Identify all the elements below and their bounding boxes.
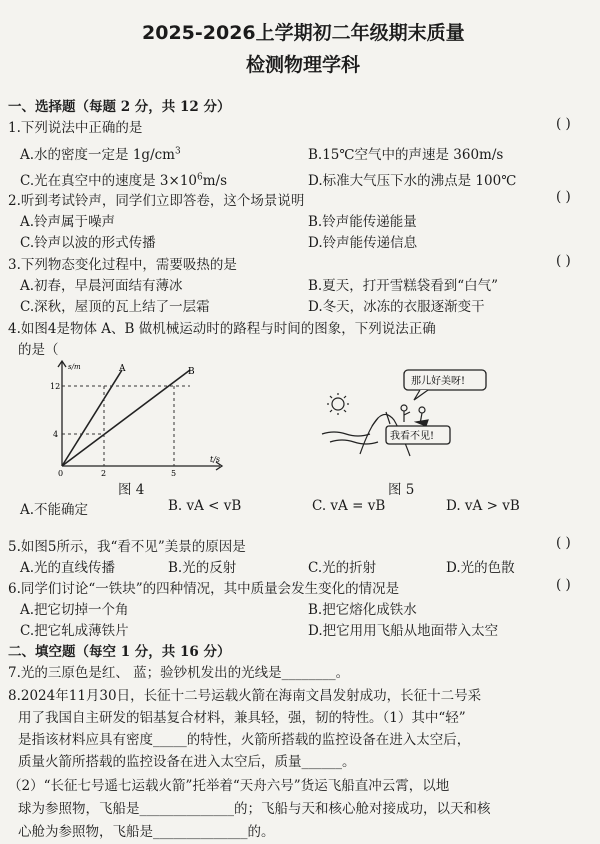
label-a: A: [119, 364, 126, 374]
question-7: 7.光的三原色是红、 蓝；验钞机发出的光线是________。: [8, 665, 350, 681]
water-wave: [330, 440, 378, 444]
line-a: [62, 370, 122, 466]
label-b: B: [188, 367, 195, 377]
question-5-option-d: D.光的色散: [446, 560, 515, 576]
question-6-option-b: B.把它熔化成铁水: [308, 602, 417, 618]
person-icon: [401, 405, 410, 422]
question-6-option-d: D.把它用用飞船从地面带入太空: [308, 623, 499, 639]
question-8-line-2: 用了我国自主研发的铝基复合材料，兼具轻，强，韧的特性。（1）其中“轻”: [18, 710, 466, 726]
question-3-stem: 3.下列物态变化过程中，需要吸热的是: [8, 257, 237, 273]
question-8-line-1: 8.2024年11月30日，长征十二号运载火箭在海南文昌发射成功，长征十二号采: [8, 688, 482, 704]
question-1: [8, 116, 598, 136]
question-4-stem-cont: 的是（: [18, 342, 59, 358]
question-4-option-b: B. vA < vB: [168, 498, 242, 514]
question-8-line-5: （2）“长征七号遥七运载火箭”托举着“天舟六号”货运飞船直冲云霄，以地: [8, 778, 450, 794]
question-3-option-b: B.夏天，打开雪糕袋看到“白气”: [308, 278, 499, 294]
question-2-option-a: A.铃声属于噪声: [20, 214, 116, 230]
tick-x-5: 5: [171, 469, 177, 476]
question-4-option-a: A.不能确定: [20, 502, 89, 518]
section2-heading: 二、填空题（每空 1 分，共 16 分）: [8, 644, 231, 660]
question-3-option-c: C.深秋，屋顶的瓦上结了一层霜: [20, 299, 210, 315]
question-5-option-a: A.光的直线传播: [20, 560, 116, 576]
figure-4-graph: [50, 358, 230, 476]
figure-5-illustration: [320, 364, 520, 464]
question-4-stem: 4.如图4是物体 A、B 做机械运动时的路程与时间的图象，下列说法正确: [8, 321, 436, 337]
question-1-option-b: B.15℃空气中的声速是 360m/s: [308, 147, 504, 163]
page-title: 2025-2026上学期初二年级期末质量: [142, 22, 465, 44]
question-2-option-b: B.铃声能传递能量: [308, 214, 417, 230]
question-2-option-d: D.铃声能传递信息: [308, 235, 418, 251]
question-2-option-c: C.铃声以波的形式传播: [20, 235, 156, 251]
question-1-option-d: D.标准大气压下水的沸点是 100℃: [308, 173, 517, 189]
answer-paren: ( ): [556, 116, 571, 132]
tick-y-12: 12: [50, 382, 61, 391]
tick-y-4: 4: [53, 430, 59, 439]
question-6-option-c: C.把它轧成薄铁片: [20, 623, 129, 639]
question-2: [8, 189, 598, 209]
question-1-stem: 1.下列说法中正确的是: [8, 120, 143, 136]
question-8-line-6: 球为参照物，飞船是______________的；飞船与天和核心舱对接成功，以天和核: [18, 801, 491, 817]
question-8-line-7: 心舱为参照物，飞船是______________的。: [18, 824, 275, 840]
question-1-option-a: A.水的密度一定是 $1g/cm^3$: [20, 146, 181, 163]
question-3: [8, 253, 598, 273]
question-4-option-c: C. vA = vB: [312, 498, 386, 514]
bubble-top-text: 那儿好美呀!: [411, 376, 466, 387]
tick-x-2: 2: [101, 469, 107, 476]
figure-5-caption: 图 5: [388, 482, 415, 498]
question-6-stem: 6.同学们讨论“一铁块”的四种情况，其中质量会发生变化的情况是: [8, 581, 400, 597]
person-icon: [416, 407, 428, 426]
question-5-option-b: B.光的反射: [168, 560, 237, 576]
x-axis-label: t/s: [210, 455, 221, 464]
section1-heading: 一、选择题（每题 2 分，共 12 分）: [8, 99, 231, 115]
question-5-option-c: C.光的折射: [308, 560, 377, 576]
answer-paren: ( ): [556, 253, 571, 269]
answer-paren: ( ): [556, 189, 571, 205]
line-b: [62, 370, 190, 466]
hill-detail: [372, 412, 390, 426]
question-5-stem: 5.如图5所示，我“看不见”美景的原因是: [8, 539, 246, 555]
question-6: [8, 577, 598, 597]
question-3-option-d: D.冬天，冰冻的衣服逐渐变干: [308, 299, 485, 315]
question-8-line-4: 质量火箭所搭载的监控设备在进入太空后，质量______。: [18, 754, 356, 770]
question-6-option-a: A.把它切掉一个角: [20, 602, 129, 618]
question-4-option-d: D. vA > vB: [446, 498, 520, 514]
question-1-option-c: C.光在真空中的速度是 $3\times 10^6m/s$: [20, 172, 228, 189]
bubble-bottom-text: 我看不见!: [390, 431, 435, 442]
y-axis-label: s/m: [68, 363, 81, 371]
sun-icon: [327, 393, 349, 415]
question-2-stem: 2.听到考试铃声，同学们立即答卷，这个场景说明: [8, 193, 305, 209]
page-subtitle: 检测物理学科: [246, 54, 361, 76]
question-3-option-a: A.初春，早晨河面结有薄冰: [20, 278, 183, 294]
tick-x-0: 0: [58, 469, 64, 476]
water-wave: [322, 432, 370, 436]
figure-4-caption: 图 4: [118, 482, 145, 498]
answer-paren: ( ): [556, 577, 571, 593]
question-8-line-3: 是指该材料应具有密度_____的特性，火箭所搭载的监控设备在进入太空后，: [18, 732, 471, 748]
answer-paren: ( ): [556, 535, 571, 551]
question-5: [8, 535, 598, 555]
